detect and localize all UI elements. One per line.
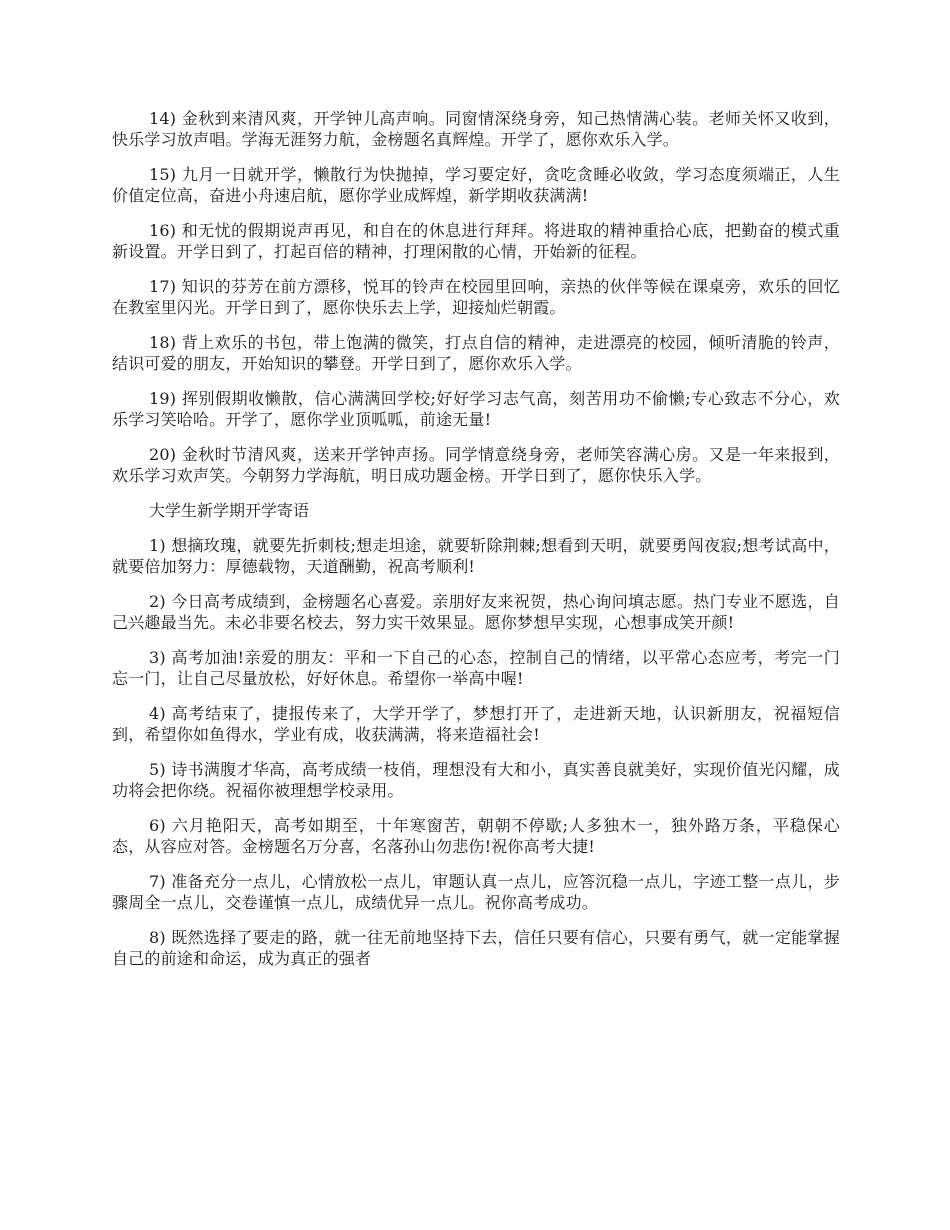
paragraph-1: 1) 想摘玫瑰，就要先折刺枝;想走坦途，就要斩除荆棘;想看到天明，就要勇闯夜寂;想考试高中，就要倍加努力：厚德载物，天道酬勤，祝高考顺利! <box>112 536 840 576</box>
paragraph-6: 6) 六月艳阳天，高考如期至，十年寒窗苦，朝朝不停歇;人多独木一，独外路万条，平稳保心态，从容应对答。金榜题名万分喜，名落孙山勿悲伤!祝你高考大捷! <box>112 816 840 856</box>
paragraph-14: 14) 金秋到来清风爽，开学钟儿高声响。同窗情深绕身旁，知己热情满心装。老师关怀又收到，快乐学习放声唱。学海无涯努力航，金榜题名真辉煌。开学了，愿你欢乐入学。 <box>112 109 840 149</box>
paragraph-20: 20) 金秋时节清风爽，送来开学钟声扬。同学情意绕身旁，老师笑容满心房。又是一年来报到，欢乐学习欢声笑。今朝努力学海航，明日成功题金榜。开学日到了，愿你快乐入学。 <box>112 445 840 485</box>
paragraph-3: 3) 高考加油!亲爱的朋友：平和一下自己的心态，控制自己的情绪，以平常心态应考，考完一门忘一门，让自己尽量放松，好好休息。希望你一举高中喔! <box>112 648 840 688</box>
paragraph-7: 7) 准备充分一点儿，心情放松一点儿，审题认真一点儿，应答沉稳一点儿，字迹工整一点儿，步骤周全一点儿，交卷谨慎一点儿，成绩优异一点儿。祝你高考成功。 <box>112 872 840 912</box>
paragraph-16: 16) 和无忧的假期说声再见，和自在的休息进行拜拜。将进取的精神重拾心底，把勤奋的模式重新设置。开学日到了，打起百倍的精神，打理闲散的心情，开始新的征程。 <box>112 221 840 261</box>
paragraph-4: 4) 高考结束了，捷报传来了，大学开学了，梦想打开了，走进新天地，认识新朋友，祝福短信到，希望你如鱼得水，学业有成，收获满满，将来造福社会! <box>112 704 840 744</box>
paragraph-2: 2) 今日高考成绩到，金榜题名心喜爱。亲朋好友来祝贺，热心询问填志愿。热门专业不愿选，自己兴趣最当先。未必非要名校去，努力实干效果显。愿你梦想早实现，心想事成笑开颜! <box>112 592 840 632</box>
section-title: 大学生新学期开学寄语 <box>149 501 310 520</box>
document-page <box>112 108 840 983</box>
paragraph-19: 19) 挥别假期收懒散，信心满满回学校;好好学习志气高，刻苦用功不偷懒;专心致志不分心，欢乐学习笑哈哈。开学了，愿你学业顶呱呱，前途无量! <box>112 389 840 429</box>
paragraph-8: 8) 既然选择了要走的路，就一往无前地坚持下去，信任只要有信心，只要有勇气，就一定能掌握自己的前途和命运，成为真正的强者 <box>112 928 840 968</box>
paragraph-18: 18) 背上欢乐的书包，带上饱满的微笑，打点自信的精神，走进漂亮的校园，倾听清脆的铃声，结识可爱的朋友，开始知识的攀登。开学日到了，愿你欢乐入学。 <box>112 333 840 373</box>
paragraph-17: 17) 知识的芬芳在前方漂移，悦耳的铃声在校园里回响，亲热的伙伴等候在课桌旁，欢乐的回忆在教室里闪光。开学日到了，愿你快乐去上学，迎接灿烂朝霞。 <box>112 277 840 317</box>
paragraph-5: 5) 诗书满腹才华高，高考成绩一枝俏，理想没有大和小，真实善良就美好，实现价值光闪耀，成功将会把你绕。祝福你被理想学校录用。 <box>112 760 840 800</box>
paragraph-15: 15) 九月一日就开学，懒散行为快抛掉，学习要定好，贪吃贪睡必收敛，学习态度须端正，人生价值定位高，奋进小舟速启航，愿你学业成辉煌，新学期收获满满! <box>112 165 840 205</box>
